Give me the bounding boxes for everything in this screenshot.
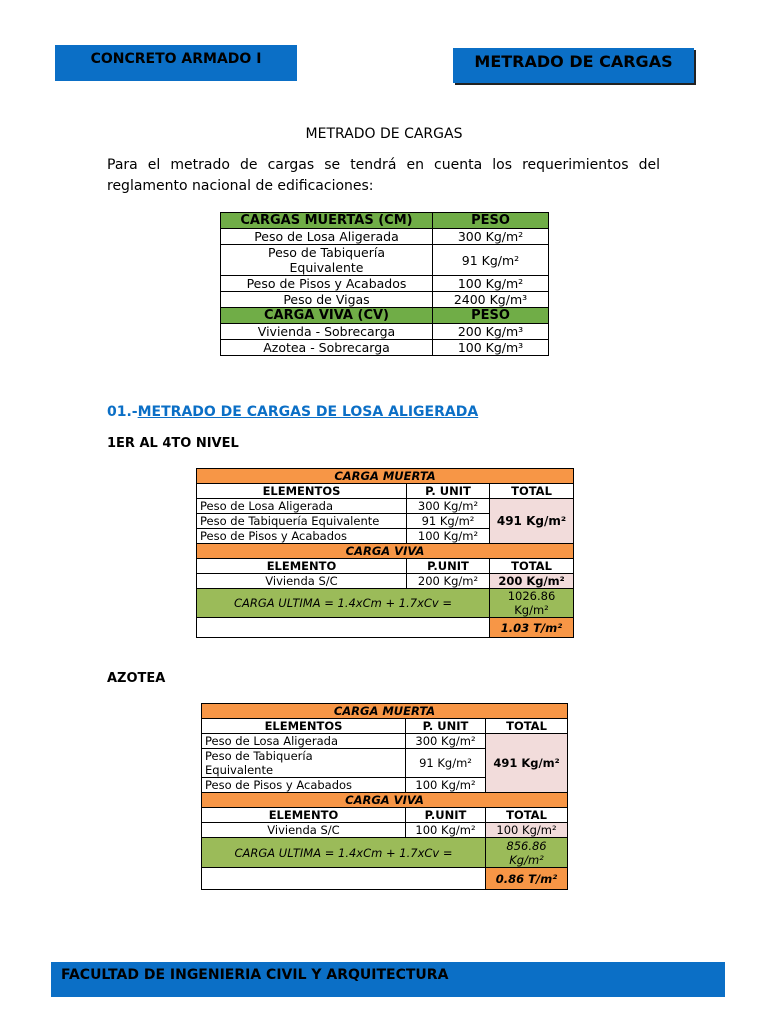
table-cell: 91 Kg/m² [407,514,490,529]
table-cell: Peso de Losa Aligerada [197,499,407,514]
levels-load-table [196,468,574,638]
live-load-title: CARGA VIVA [202,793,568,808]
table-cell: Peso de Vigas [221,292,433,308]
page-title: METRADO DE CARGAS [305,126,463,142]
loads-reference-table [220,212,549,356]
table-cell: 100 Kg/m² [406,778,486,793]
table-cell: 200 Kg/m³ [433,324,549,340]
table-cell: Peso de Tabiquería Equivalente [221,245,433,276]
table-row [221,276,549,292]
table-row [221,229,549,245]
table-cell: 91 Kg/m² [406,749,486,778]
table-cell: 2400 Kg/m³ [433,292,549,308]
table-header: PESO [433,308,549,324]
table-cell: 100 Kg/m³ [433,340,549,356]
level-heading: 1ER AL 4TO NIVEL [107,436,239,451]
intro-paragraph: Para el metrado de cargas se tendrá en cuenta los requerimientos del reglamento nacional de edificaciones: [107,157,660,194]
table-cell: Vivienda S/C [197,574,407,589]
table-cell: 300 Kg/m² [406,734,486,749]
ultimate-load-formula: CARGA ULTIMA = 1.4xCm + 1.7xCv = [197,589,490,618]
dead-load-title: CARGA MUERTA [197,469,574,484]
table-row [221,340,549,356]
table-header: CARGA VIVA (CV) [221,308,433,324]
formula-text: CARGA ULTIMA = 1.4xCm + 1.7xCv = [234,845,453,860]
table-header: PESO [433,213,549,229]
section-number: 01.- [107,404,138,420]
table-header: ELEMENTO [202,808,406,823]
faculty-footer: FACULTAD DE INGENIERIA CIVIL Y ARQUITECTURA [51,962,725,997]
table-cell: Azotea - Sobrecarga [221,340,433,356]
table-cell [202,749,406,778]
ultimate-load-t: 0.86 T/m² [486,868,568,890]
table-cell: 100 Kg/m² [433,276,549,292]
table-header: ELEMENTOS [197,484,407,499]
table-header: P.UNIT [407,559,490,574]
table-cell: Vivienda - Sobrecarga [221,324,433,340]
table-cell: Peso de Losa Aligerada [221,229,433,245]
table-cell: Peso de Losa Aligerada [202,734,406,749]
table-cell: 300 Kg/m² [407,499,490,514]
empty-cell [202,868,486,890]
ultimate-load-kg: 856.86 Kg/m² [486,838,568,868]
table-header: TOTAL [486,808,568,823]
dead-load-total: 491 Kg/m² [486,734,568,793]
live-load-header-row [221,308,549,324]
dead-load-header-row [221,213,549,229]
live-load-total: 100 Kg/m² [486,823,568,838]
course-banner: CONCRETO ARMADO I [55,45,297,81]
table-header: CARGAS MUERTAS (CM) [221,213,433,229]
table-cell: Vivienda S/C [202,823,406,838]
table-cell: Peso de Tabiquería Equivalente [197,514,407,529]
empty-cell [197,618,490,638]
dead-load-title: CARGA MUERTA [202,704,568,719]
ultimate-load-kg: 1026.86 Kg/m² [490,589,574,618]
dead-load-total: 491 Kg/m² [490,499,574,544]
roof-heading: AZOTEA [107,671,166,686]
table-cell: 100 Kg/m² [407,529,490,544]
table-row [221,245,549,276]
table-header: TOTAL [486,719,568,734]
table-header: P.UNIT [406,808,486,823]
table-cell: Peso de Pisos y Acabados [202,778,406,793]
table-cell: 100 Kg/m² [406,823,486,838]
table-row [221,324,549,340]
section-heading [107,404,478,420]
table-header: P. UNIT [406,719,486,734]
table-header: ELEMENTOS [202,719,406,734]
live-load-title: CARGA VIVA [197,544,574,559]
table-cell: Peso de Pisos y Acabados [197,529,407,544]
roof-load-table [201,703,568,890]
topic-banner: METRADO DE CARGAS [453,48,694,83]
table-cell: 300 Kg/m² [433,229,549,245]
live-load-total: 200 Kg/m² [490,574,574,589]
table-cell: 200 Kg/m² [407,574,490,589]
table-header: ELEMENTO [197,559,407,574]
table-header: TOTAL [490,559,574,574]
table-cell: 91 Kg/m² [433,245,549,276]
ultimate-load-formula [202,838,486,868]
table-header: TOTAL [490,484,574,499]
table-cell-text: Peso de Tabiquería Equivalente [205,749,313,777]
ultimate-load-t: 1.03 T/m² [490,618,574,638]
table-cell: Peso de Pisos y Acabados [221,276,433,292]
table-header: P. UNIT [407,484,490,499]
table-row [221,292,549,308]
section-title-link[interactable]: METRADO DE CARGAS DE LOSA ALIGERADA [137,404,479,420]
